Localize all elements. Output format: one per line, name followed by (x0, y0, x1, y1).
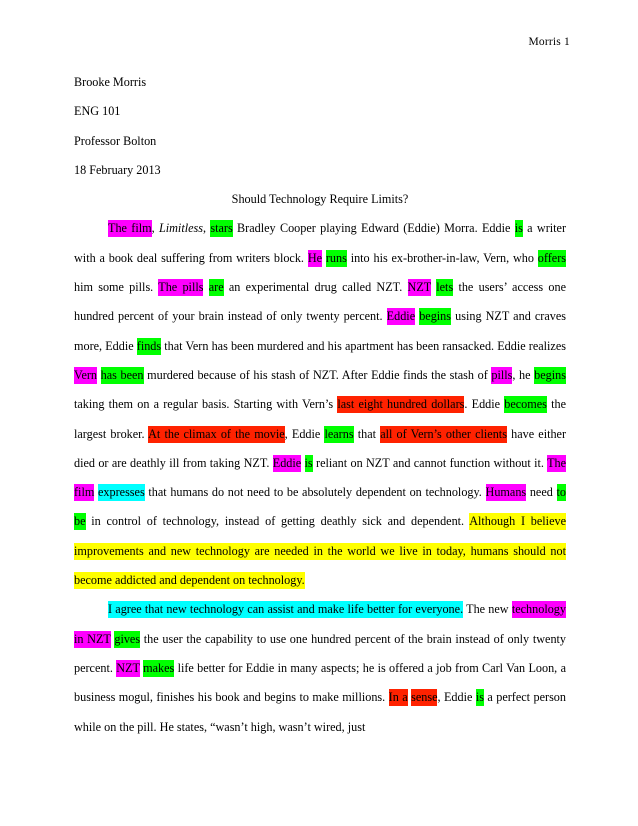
essay-title: Should Technology Require Limits? (231, 192, 409, 207)
text-run: into his ex-brother-in-law, Vern, who (346, 250, 538, 265)
text-run: Bradley Cooper playing Edward (Eddie) Morra. Eddie (232, 221, 515, 236)
highlight-green: are (208, 280, 224, 295)
highlight-magenta: The film (74, 455, 567, 500)
document-body (74, 68, 566, 742)
highlight-magenta: pills (491, 367, 513, 382)
text-run: the largest broker. (74, 397, 566, 441)
paragraph-one (74, 214, 566, 595)
highlight-magenta: technology in NZT (74, 602, 566, 646)
paragraph-two (74, 595, 566, 741)
highlight-magenta: NZT (116, 660, 140, 675)
text-run: , (203, 221, 211, 236)
highlight-green: runs (325, 250, 347, 265)
text-run: reliant on NZT and cannot function without it. (312, 455, 548, 470)
highlight-green: gives (114, 631, 141, 646)
text-run: that humans do not need to be absolutely dependent on technology. (144, 485, 486, 500)
text-run: , Eddie (284, 426, 325, 441)
highlight-green: lets (436, 280, 454, 295)
text-run: a writer with a book deal suffering from writers block. (74, 221, 566, 265)
text-run: life better for Eddie in many aspects; he is offered a job from Carl Van Loon, a business mogul, finishes his book and begins to make millions. (74, 660, 566, 705)
highlight-red: sense (411, 690, 438, 705)
text-run: taking them on a regular basis. Starting with Vern’s (74, 397, 338, 412)
highlight-green: learns (324, 426, 354, 441)
highlight-yellow-thesis: Although I believe improvements and new technology are needed in the world we live in today, humans should not become addicted and dependent on technology. (74, 514, 566, 588)
highlight-green: finds (136, 338, 162, 353)
text-run: need (526, 485, 557, 500)
text-run: , (151, 221, 159, 236)
highlight-green: stars (210, 221, 233, 236)
highlight-magenta: Eddie (272, 455, 302, 470)
highlight-green: to be (74, 485, 566, 529)
highlight-green: has been (100, 367, 144, 382)
highlight-magenta: Eddie (386, 309, 416, 324)
highlight-magenta: Humans (485, 485, 527, 500)
movie-title-italic: Limitless (158, 221, 203, 236)
highlight-magenta: The pills (158, 280, 204, 295)
highlight-magenta: NZT (407, 280, 431, 295)
text-run: that (353, 426, 381, 441)
highlight-cyan: I agree that new technology can assist and make life better for everyone. (108, 602, 464, 617)
text-run: using NZT and craves more, Eddie (74, 309, 566, 353)
highlight-magenta: He (307, 250, 323, 265)
instructor-name: Professor Bolton (74, 133, 157, 148)
student-name: Brooke Morris (74, 75, 147, 89)
text-run: have either died or are deathly ill from taking NZT. (74, 426, 567, 470)
highlight-red: In a (388, 690, 408, 705)
text-run: him some pills. (74, 280, 159, 295)
highlight-red: all of Vern’s other clients (380, 426, 507, 441)
text-run (203, 280, 208, 294)
highlight-magenta: The film (108, 221, 152, 236)
highlight-green: begins (534, 367, 566, 382)
course-name: ENG 101 (74, 104, 121, 119)
text-run: , Eddie (437, 690, 476, 705)
text-run: in control of technology, instead of getting deathly sick and dependent. (85, 514, 470, 529)
highlight-green: makes (143, 660, 175, 675)
highlight-green: begins (419, 309, 452, 324)
text-run: murdered because of his stash of NZT. After Eddie finds the stash of (143, 367, 492, 382)
highlight-cyan: expresses (98, 485, 145, 500)
highlight-green: offers (537, 250, 566, 265)
date-line: 18 February 2013 (74, 162, 161, 177)
text-run: that Vern has been murdered and his apartment has been ransacked. Eddie realizes (161, 338, 566, 353)
text-run: . Eddie (464, 397, 505, 412)
highlight-green: is (514, 221, 523, 236)
highlight-red: At the climax of the movie (148, 426, 285, 441)
text-run: The new (463, 602, 512, 617)
text-run: a perfect person while on the pill. He states, “wasn’t high, wasn’t wired, just (74, 690, 566, 734)
highlight-magenta: Vern (74, 367, 98, 382)
highlight-red: last eight hundred dollars (337, 397, 465, 412)
highlight-green: is (304, 455, 313, 470)
text-run: , he (512, 367, 535, 382)
text-run: the user the capability to use one hundred percent of the brain instead of only twenty percent. (74, 631, 567, 675)
text-run: an experimental drug called NZT. (223, 280, 408, 295)
highlight-green: becomes (504, 397, 547, 412)
running-head: Morris 1 (528, 36, 570, 48)
text-run: the users’ access one hundred percent of your brain instead of only twenty percent. (74, 280, 567, 324)
highlight-green: is (475, 690, 484, 705)
